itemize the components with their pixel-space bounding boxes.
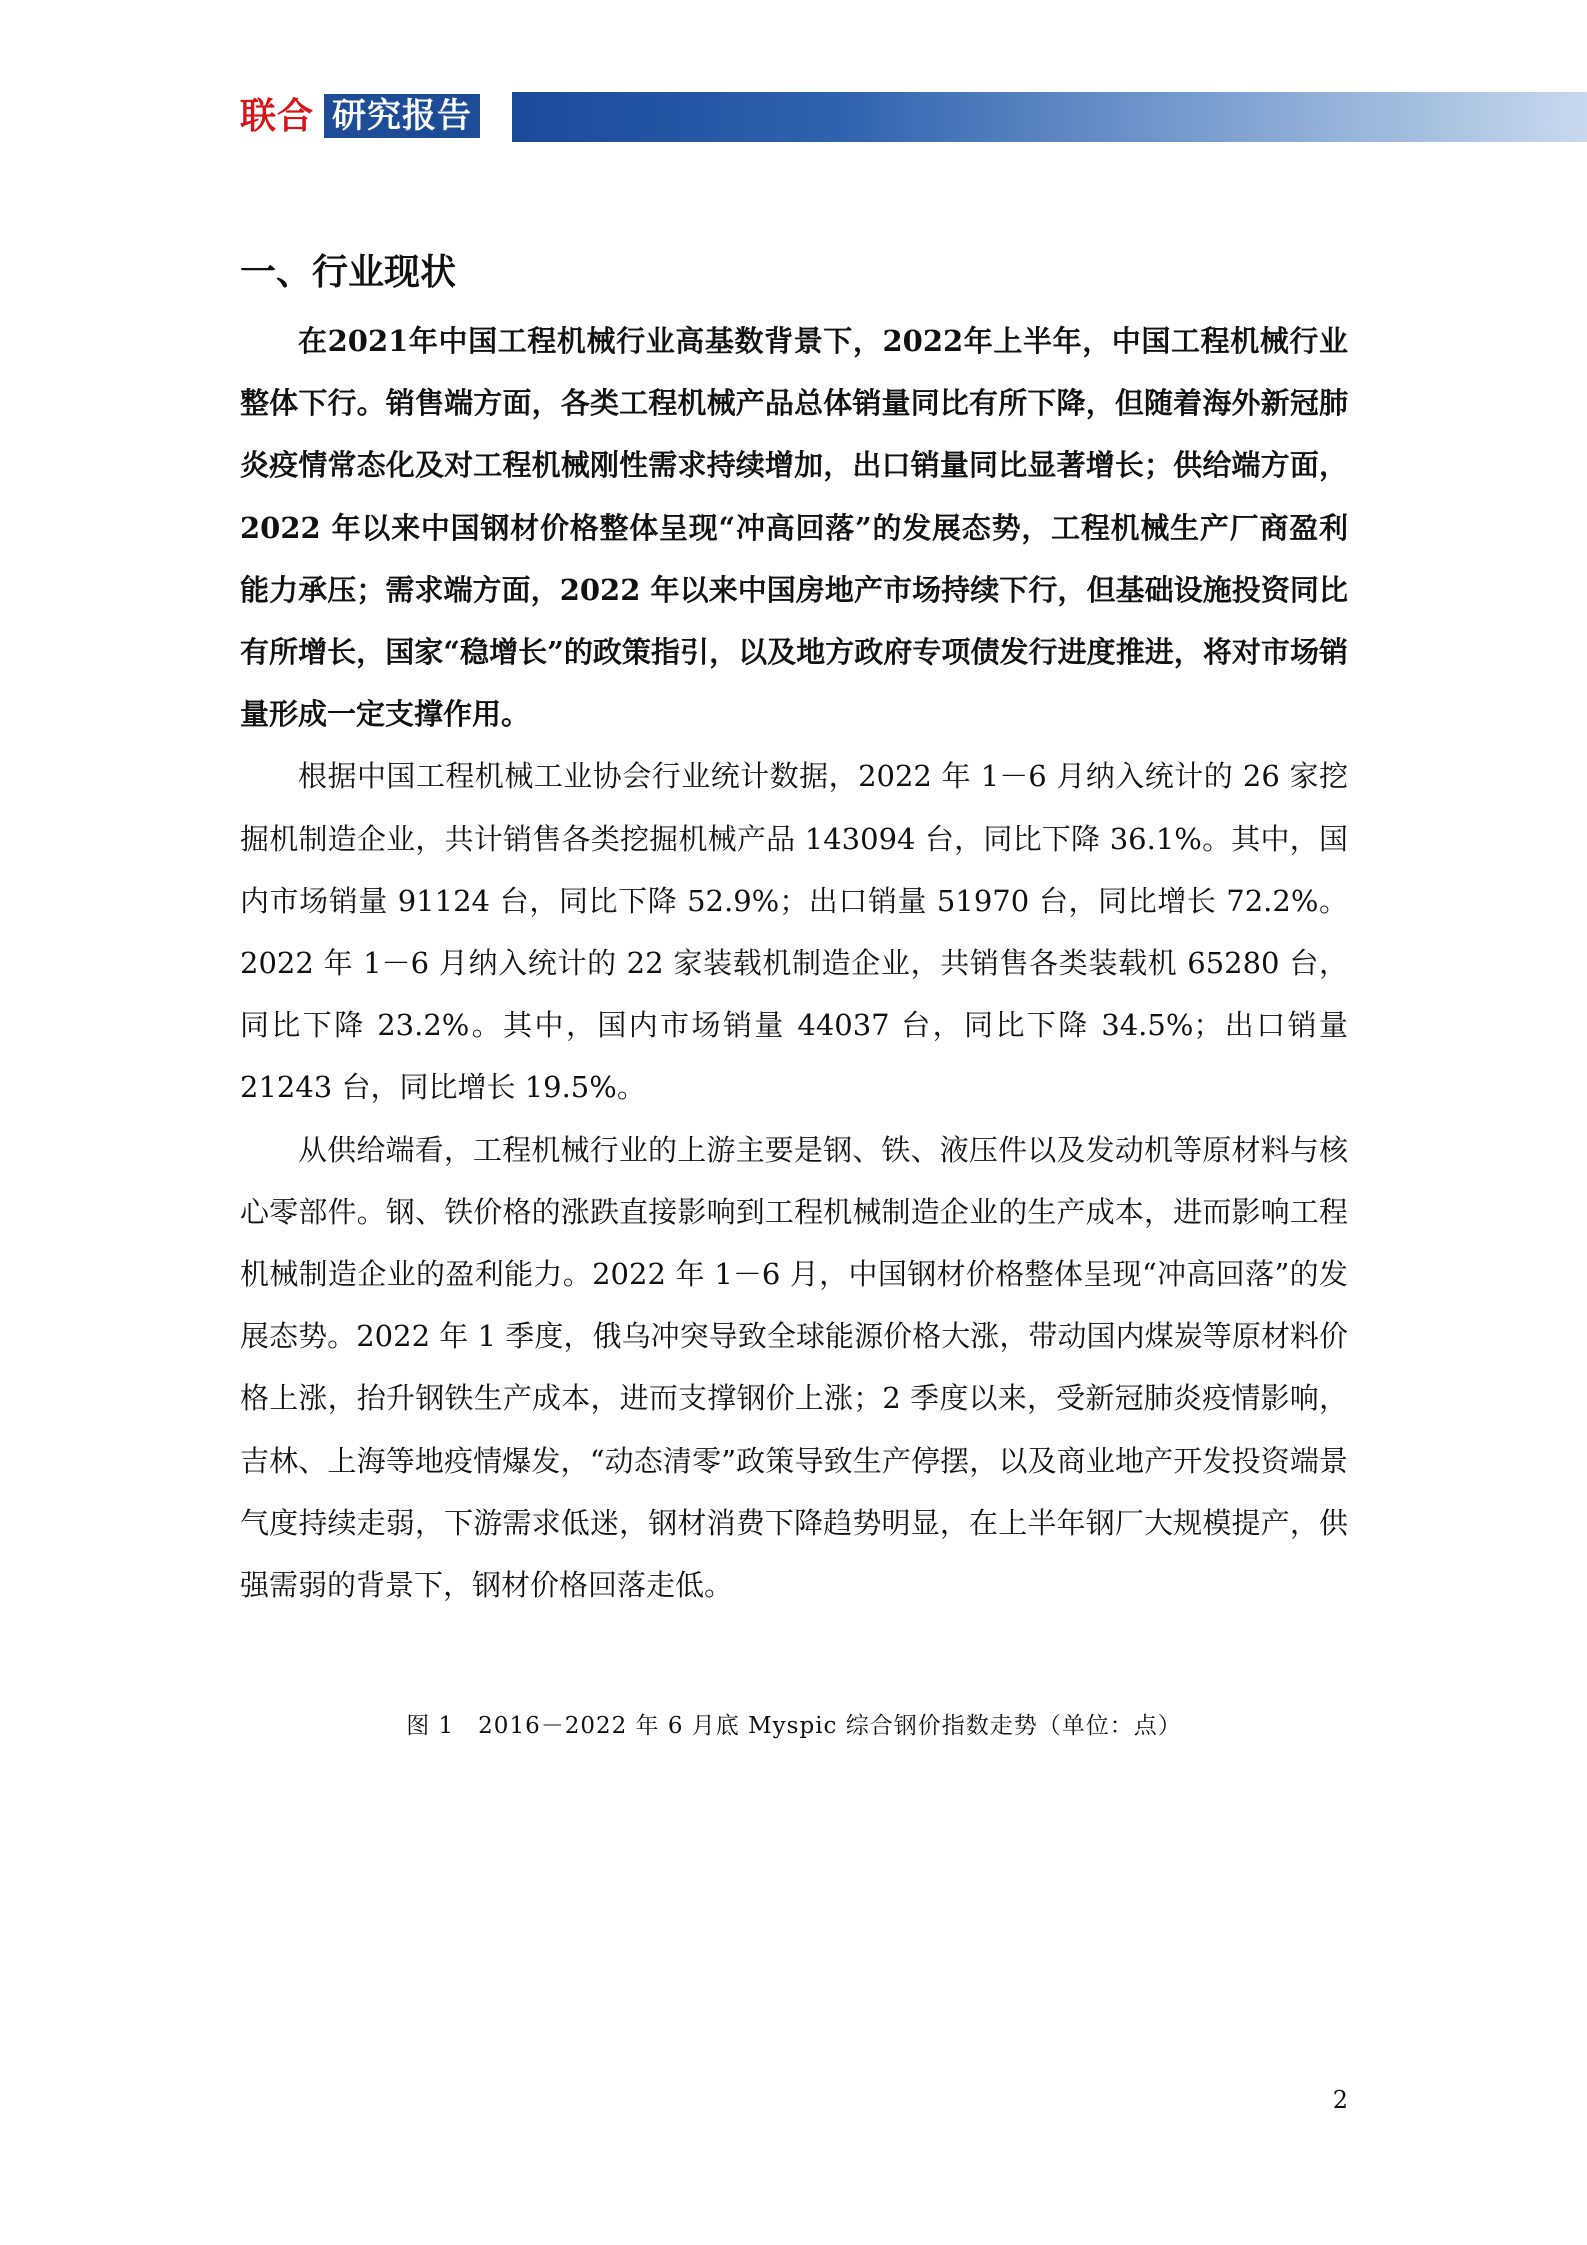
section-title: 一、行业现状 [240, 252, 457, 293]
page-number: 2 [1332, 2086, 1348, 2114]
brand-name-red: 联合 [240, 96, 315, 137]
brand-name-blue-box: 研究报告 [324, 94, 480, 138]
figure-caption: 图 1 2016－2022 年 6 月底 Myspic 综合钢价指数走势（单位：点） [406, 1713, 1182, 1739]
sales-statistics-paragraph: 根据中国工程机械工业协会行业统计数据，2022 年 1－6 月纳入统计的 26 家挖掘机制造企业，共计销售各类挖掘机械产品 143094 台，同比下降 36.1%。其中，国内市场销量 91124 台，同比下降 52.9%；出口销量 51970 台，同比增长 72.2%。2022 年 1－6 月纳入统计的 22 家装载机制造企业，共销售各类装载机 65280 台，同比下降 23.2%。其中，国内市场销量 44037 台，同比下降 34.5%；出口销量 21243 台，同比增长 19.5%。 [240, 759, 1348, 1105]
summary-paragraph: 在2021年中国工程机械行业高基数背景下，2022年上半年，中国工程机械行业整体下行。销售端方面，各类工程机械产品总体销量同比有所下降，但随着海外新冠肺炎疫情常态化及对工程机械刚性需求持续增加，出口销量同比显著增长；供给端方面，2022 年以来中国钢材价格整体呈现“冲高回落”的发展态势，工程机械生产厂商盈利能力承压；需求端方面，2022 年以来中国房地产市场持续下行，但基础设施投资同比有所增长，国家“稳增长”的政策指引，以及地方政府专项债发行进度推进，将对市场销量形成一定支撑作用。 [240, 324, 1348, 732]
main-content [240, 240, 1348, 1616]
report-header [240, 92, 1587, 142]
supply-side-paragraph: 从供给端看，工程机械行业的上游主要是钢、铁、液压件以及发动机等原材料与核心零部件。钢、铁价格的涨跌直接影响到工程机械制造企业的生产成本，进而影响工程机械制造企业的盈利能力。2022 年 1－6 月，中国钢材价格整体呈现“冲高回落”的发展态势。2022 年 1 季度，俄乌冲突导致全球能源价格大涨，带动国内煤炭等原材料价格上涨，抬升钢铁生产成本，进而支撑钢价上涨；2 季度以来，受新冠肺炎疫情影响，吉林、上海等地疫情爆发，“动态清零”政策导致生产停摆，以及商业地产开发投资端景气度持续走弱，下游需求低迷，钢材消费下降趋势明显，在上半年钢厂大规模提产，供强需弱的背景下，钢材价格回落走低。 [240, 1132, 1348, 1603]
header-gradient-bar [512, 92, 1587, 142]
